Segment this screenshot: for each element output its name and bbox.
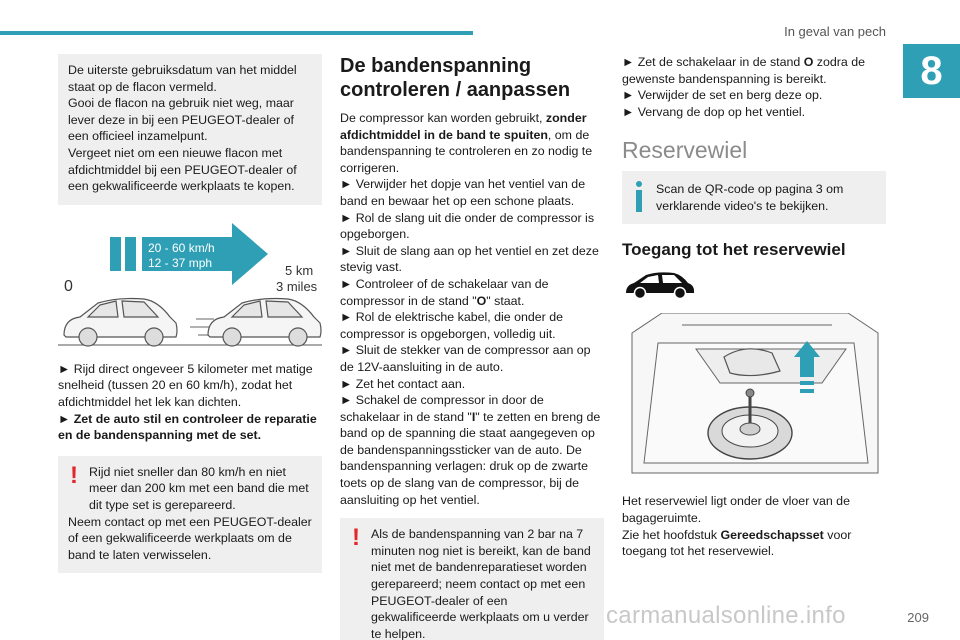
speed-distance-diagram	[58, 223, 322, 353]
intro-paragraph: De compressor kan worden gebruikt, zonder afdichtmiddel in de band te spuiten, om de bandenspanning te controleren en zo nodig te corrigeren.	[340, 111, 593, 175]
warning-icon: !	[352, 524, 360, 552]
note-line-2: Gooi de flacon na gebruik niet weg, maar lever deze in bij een PEUGEOT-dealer of een officieel inzamelpunt.	[68, 96, 294, 144]
pressure-warning-box	[340, 518, 604, 640]
info-icon	[634, 181, 644, 213]
check-step: ► Zet de auto stil en controleer de reparatie en de bandenspanning met de set.	[58, 411, 317, 443]
floor-panel-icon	[724, 349, 780, 376]
car-moving-icon	[208, 298, 321, 346]
step-replace-cap: ► Vervang de dop op het ventiel.	[622, 104, 806, 119]
step-inflate: ► Schakel de compressor in door de schakelaar in de stand "I" te zetten en breng de band op de spanning die staat aangegeven op de bandenspanningssticker van de auto. De bandenspanning verlagen: druk op de zwarte toets op de slang van de compressor, bij de aansluiting op het ventiel.	[340, 393, 601, 507]
speed-warning-box	[58, 456, 322, 574]
step-check-switch: ► Controleer of de schakelaar van de compressor in de stand "O" staat.	[340, 276, 549, 308]
spare-location-text: Het reservewiel ligt onder de vloer van de bagageruimte.	[622, 494, 850, 525]
pressure-warning-text: Als de bandenspanning van 2 bar na 7 minuten nog niet is bereikt, kan de band niet met de bandenreparatieset worden gerepareerd; neem contact op met een PEUGEOT-dealer of een gekwalificeerde werkplaats om u verder te helpen.	[371, 527, 591, 640]
step-ignition: ► Zet het contact aan.	[340, 376, 466, 391]
warning-text-1: Rijd niet sneller dan 80 km/h en niet meer dan 200 km met een band die met dit type set is gerepareerd.	[89, 464, 309, 512]
column-2	[340, 54, 604, 640]
step-plug-in: ► Sluit de stekker van de compressor aan op de 12V-aansluiting in de auto.	[340, 343, 591, 374]
top-rule	[0, 31, 473, 35]
car-still-icon	[64, 298, 177, 346]
step-unroll-hose: ► Rol de slang uit die onder de compressor is opgeborgen.	[340, 210, 595, 242]
note-line-1: De uiterste gebruiksdatum van het middel staat op de flacon vermeld.	[68, 63, 297, 94]
step-unroll-cable: ► Rol de elektrische kabel, die onder de compressor is opgeborgen, volledig uit.	[340, 310, 564, 341]
car-silhouette-icon	[624, 269, 886, 304]
driving-illustration	[58, 223, 322, 353]
chapter-number: 8	[903, 44, 960, 98]
step-remove-cap: ► Verwijder het dopje van het ventiel van de band en bewaar het op een schone plaats.	[340, 177, 586, 208]
distance-km-label: 5 km	[285, 262, 314, 278]
speed-kmh-label: 20 - 60 km/h	[148, 240, 215, 255]
spare-wheel-illustration	[622, 313, 886, 481]
section-heading-pressure: De bandenspanning controleren / aanpassen	[340, 55, 571, 101]
step-switch-off: ► Zet de schakelaar in de stand O zodra de gewenste bandenspanning is bereikt.	[622, 55, 866, 86]
page-number: 209	[907, 610, 929, 625]
drive-step: ► Rijd direct ongeveer 5 kilometer met matige snelheid (tussen 20 en 60 km/h), zodat het afdichtmiddel het lek kan dichten.	[58, 361, 313, 409]
column-3	[622, 54, 886, 560]
speed-mph-label: 12 - 37 mph	[148, 255, 213, 270]
note-line-3: Vergeet niet om een nieuwe flacon met afdichtmiddel bij een PEUGEOT-dealer of een gekwalificeerde werkplaats te kopen.	[68, 145, 297, 194]
qr-info-box	[622, 171, 886, 224]
column-1	[58, 54, 322, 573]
step-store-kit: ► Verwijder de set en berg deze op.	[622, 88, 823, 103]
warning-text-2: Neem contact op met een PEUGEOT-dealer of een gekwalificeerde werkplaats om de band te laten verwisselen.	[68, 514, 312, 562]
section-title: In geval van pech	[784, 24, 886, 39]
distance-miles-label: 3 miles	[276, 278, 318, 294]
section-heading-spare: Reservewiel	[622, 137, 748, 164]
expiry-note-box	[58, 54, 322, 205]
watermark: carmanualsonline.info	[606, 602, 846, 629]
warning-icon: !	[70, 461, 78, 489]
subheading-access: Toegang tot het reservewiel	[622, 240, 846, 260]
toolkit-reference: Zie het hoofdstuk Gereedschapsset voor toegang tot het reservewiel.	[622, 527, 852, 559]
qr-info-text: Scan de QR-code op pagina 3 om verklarende video's te bekijken.	[656, 181, 844, 213]
start-label: 0	[64, 277, 73, 295]
step-connect-hose: ► Sluit de slang aan op het ventiel en zet deze stevig vast.	[340, 243, 599, 275]
